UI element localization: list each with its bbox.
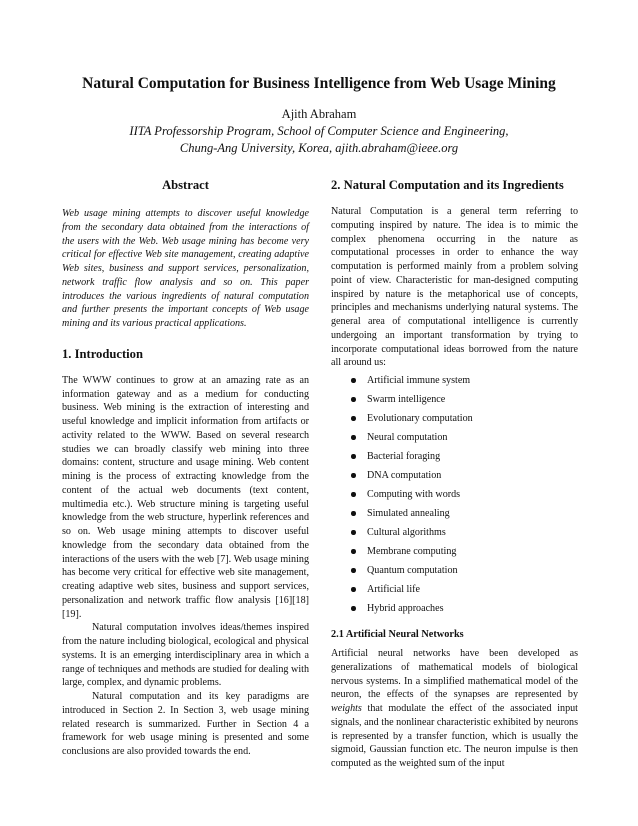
bullet-icon (351, 587, 356, 592)
list-item: Hybrid approaches (331, 602, 578, 621)
list-item: Computing with words (331, 488, 578, 507)
affiliation-line-2: Chung-Ang University, Korea, ajith.abraham@ieee.org (179, 141, 459, 155)
bullet-icon (351, 511, 356, 516)
ann-paragraph (331, 647, 578, 771)
ann-weights-term: weights (331, 703, 362, 714)
left-column (62, 176, 309, 759)
bullet-icon (351, 378, 356, 383)
list-item: Simulated annealing (331, 507, 578, 526)
bullet-icon (351, 416, 356, 421)
list-item: Neural computation (331, 431, 578, 450)
bullet-icon (351, 530, 356, 535)
section-2-heading: 2. Natural Computation and its Ingredients (331, 178, 564, 192)
list-item: DNA computation (331, 469, 578, 488)
abstract-heading: Abstract (162, 178, 209, 192)
introduction-paragraph-1: The WWW continues to grow at an amazing rate as an information gateway and as a medium for conducting business. Web mining is the extraction of interesting and useful knowledge and implicit information from artifacts or activity related to the WWW. Based on several research studies we can broadly classify web mining into three domains: content, structure and usage mining. Web content mining is the process of extracting knowledge from the content of the actual web documents (text content, multimedia etc.). Web structure mining is targeting useful knowledge from the web structure, hyperlink references and so on. Web usage mining attempts to discover useful knowledge from the secondary data obtained from the interactions of the users with the web [7]. Web usage mining has become very critical for effective web site management, creating adaptive web sites, business and support services, personalization and network traffic flow analysis [16][18][19]. (62, 374, 309, 620)
introduction-paragraph-3: Natural computation and its key paradigms are introduced in Section 2. In Section 3, web usage mining related research is summarized. Further in Section 4 a framework for web usage mining is presented and some conclusions are also provided towards the end. (62, 691, 309, 757)
subsection-2-1-heading: 2.1 Artificial Neural Networks (331, 629, 464, 640)
introduction-paragraph-2: Natural computation involves ideas/themes inspired from the nature including biological, ecological and physical systems. It is an emerging interdisciplinary area in which a range of techniques and methods are studied for dealing with large, complex, and dynamic problems. (62, 622, 309, 689)
bullet-icon (351, 454, 356, 459)
abstract-text: Web usage mining attempts to discover useful knowledge from the secondary data obtained from the interactions of the users with the Web. Web usage mining has become very critical for effective Web site management, creating adaptive Web sites, business and support services, personalization, network traffic flow analysis and so on. This paper introduces the various ingredients of natural computation and further presents the important concepts of Web usage mining and its various practical applications. (62, 208, 309, 329)
list-item: Membrane computing (331, 545, 578, 564)
bullet-icon (351, 473, 356, 478)
list-item: Swarm intelligence (331, 393, 578, 412)
bullet-icon (351, 549, 356, 554)
section-2-paragraph: Natural Computation is a general term referring to computing inspired by nature. The idea is to mimic the complex phenomena occurring in the nature as computational processes in order to enhance the way computation is performed mainly from a problem solving point of view. Characteristic for man-designed computing inspired by nature is the metaphorical use of concepts, principles and mechanisms underlying natural systems. The general area of computational intelligence is currently undergoing an important transformation by trying to incorporate computational ideas borrowed from the nature all around us: (331, 206, 578, 369)
bullet-icon (351, 435, 356, 440)
author-name: Ajith Abraham (281, 107, 357, 121)
ann-text-a: Artificial neural networks have been developed as generalizations of mathematical models of biological nervous systems. In a simplified mathematical model of the neuron, the effects of the synapses are represented by (331, 648, 578, 701)
list-item: Artificial life (331, 583, 578, 602)
list-item: Artificial immune system (331, 374, 578, 393)
bullet-icon (351, 397, 356, 402)
bullet-icon (351, 492, 356, 497)
list-item: Quantum computation (331, 564, 578, 583)
nature-inspired-list (331, 374, 578, 621)
paper-title: Natural Computation for Business Intelligence from Web Usage Mining (82, 75, 556, 92)
introduction-heading: 1. Introduction (62, 346, 143, 361)
bullet-icon (351, 568, 356, 573)
ann-text-b: that modulate the effect of the associated input signals, and the nonlinear characteristic exhibited by neurons is represented by a transfer function, which is usually the sigmoid, Gaussian function etc. The neuron impulse is then computed as the weighted sum of the input (331, 703, 578, 769)
right-column (331, 176, 578, 771)
bullet-icon (351, 606, 356, 611)
list-item: Cultural algorithms (331, 526, 578, 545)
list-item: Bacterial foraging (331, 450, 578, 469)
list-item: Evolutionary computation (331, 412, 578, 431)
affiliation-line-1: IITA Professorship Program, School of Computer Science and Engineering, (129, 124, 509, 138)
